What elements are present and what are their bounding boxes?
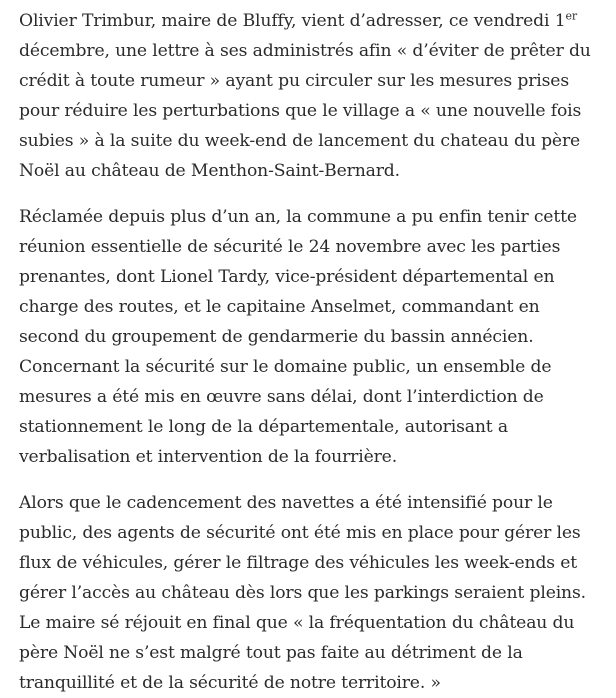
article-paragraph-1 xyxy=(19,6,596,186)
paragraph-1-text-end: décembre, une lettre à ses administrés afin « d’éviter de prêter du crédit à toute rumeur » ayant pu circuler sur les mesures prises pour réduire les perturbations que le village a « une nouvelle fois subies » à la suite du week-end de lancement du chateau du père Noël au château de Menthon-Saint-Bernard. xyxy=(19,41,591,181)
article-paragraph-2: Réclamée depuis plus d’un an, la commune a pu enfin tenir cette réunion essentielle de sécurité le 24 novembre avec les parties prenantes, dont Lionel Tardy, vice-président départemental en charge des routes, et le capitaine Anselmet, commandant en second du groupement de gendarmerie du bassin annécien. Concernant la sécurité sur le domaine public, un ensemble de mesures a été mis en œuvre sans délai, dont l’interdiction de stationnement le long de la départementale, autorisant a verbalisation et intervention de la fourrière. xyxy=(19,207,577,467)
paragraph-1-text-start: Olivier Trimbur, maire de Bluffy, vient d’adresser, ce vendredi 1 xyxy=(19,11,566,31)
ordinal-superscript: er xyxy=(565,9,577,23)
article-paragraph-3: Alors que le cadencement des navettes a été intensifié pour le public, des agents de sécurité ont été mis en place pour gérer les flux de véhicules, gérer le filtrage des véhicules les week-ends et gérer l’accès au château dès lors que les parkings seraient pleins. Le maire sé réjouit en final que « la fréquentation du château du père Noël ne s’est malgré tout pas faite au détriment de la tranquillité et de la sécurité de notre territoire. » xyxy=(19,493,586,693)
